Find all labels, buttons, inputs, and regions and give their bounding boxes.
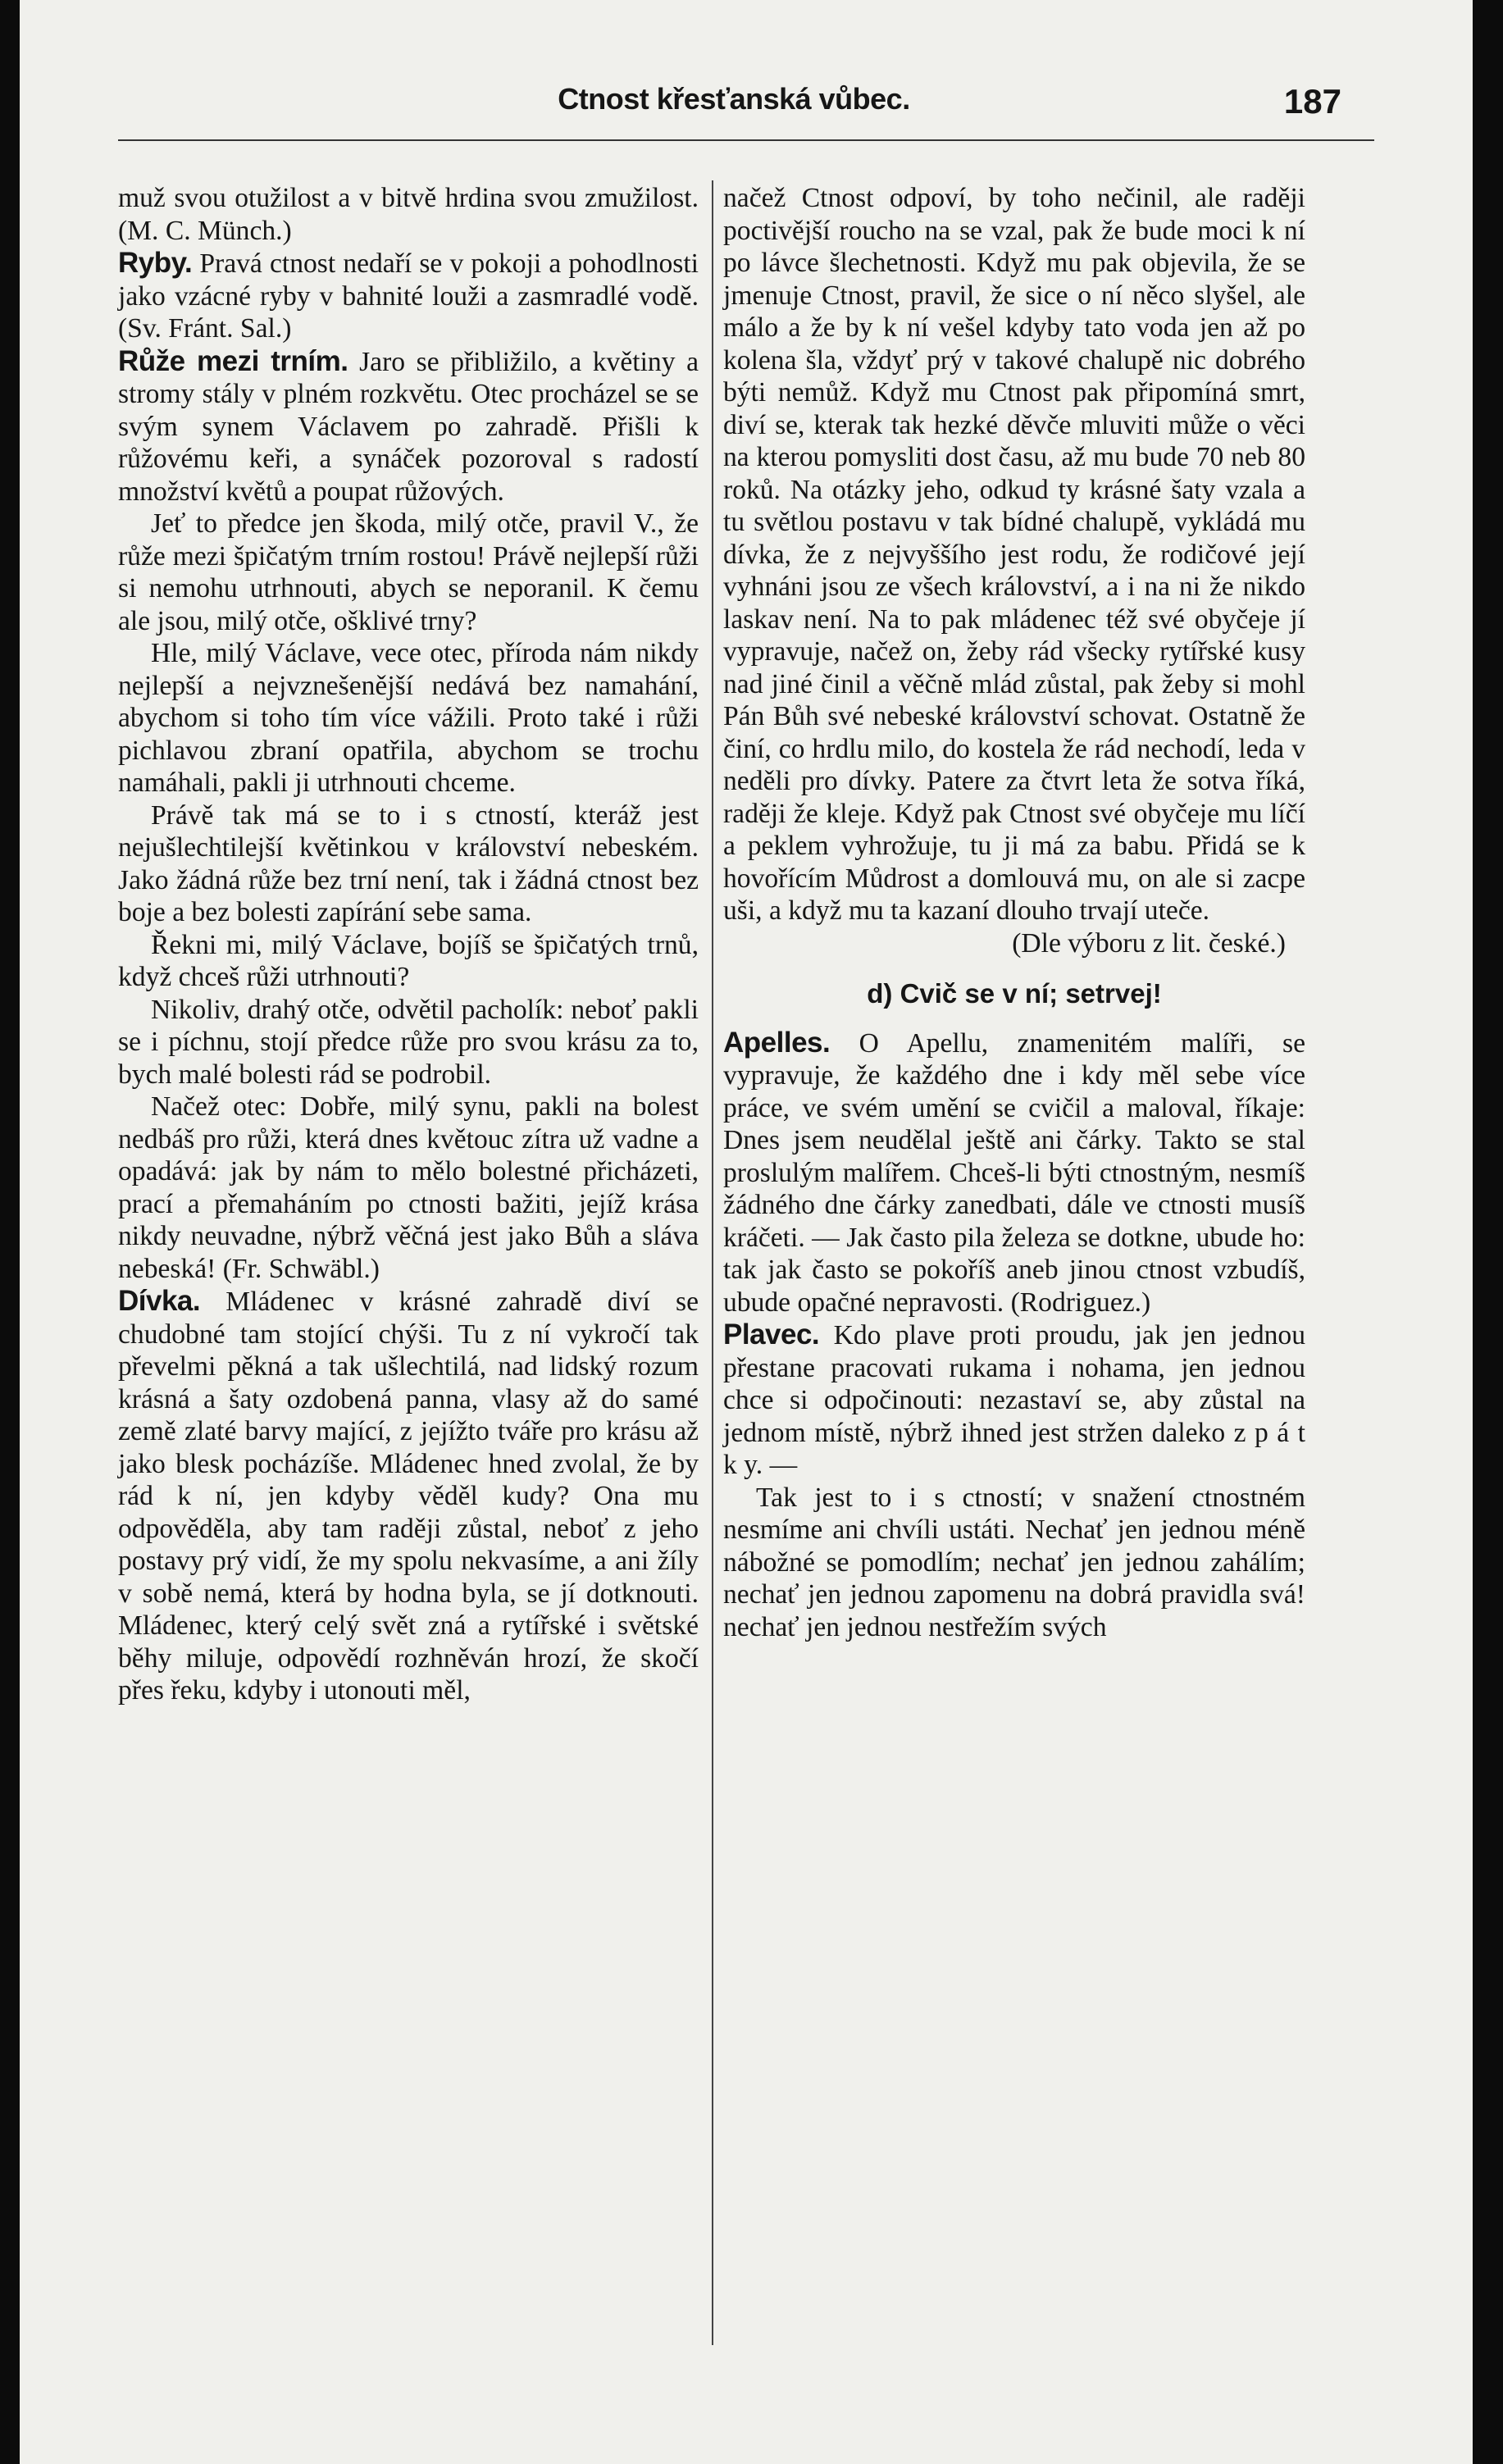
entry-ryby-text: Pravá ctnost nedaří se v pokoji a pohodlnosti jako vzácné ryby v bahnité louži a zasmradlé vodě. (Sv. Fránt. Sal.): [118, 248, 699, 344]
running-title: Ctnost křesťanská vůbec.: [558, 82, 910, 116]
headword-apelles: Apelles.: [723, 1026, 831, 1059]
paragraph-rekni: Řekni mi, milý Václave, bojíš se špičatých trnů, když chceš růži utrhnouti?: [118, 929, 699, 992]
paragraph-nikoliv: Nikoliv, drahý otče, odvětil pacholík: neboť pakli se i píchnu, stojí předce růže pro svou krásu za to, bych malé bolesti rád se podrobil.: [118, 994, 699, 1090]
paragraph-nacez-otec: Načež otec: Dobře, milý synu, pakli na bolest nedbáš pro růži, která dnes květouc zítra už vadne a opadává: jak by nám to mělo bolestné přicházeti, prací a přemaháním po ctnosti bažiti, jejíž krása nikdy neuvadne, nýbrž věčná jest jako Bůh a sláva nebeská! (Fr. Schwäbl.): [118, 1091, 699, 1284]
section-subheading: d) Cvič se v ní; setrvej!: [867, 978, 1162, 1009]
left-column: [118, 182, 699, 1707]
headword-divka: Dívka.: [118, 1285, 201, 1317]
paragraph-hle: Hle, milý Václave, vece otec, příroda nám nikdy nejlepší a nejvznešenější nedává bez namahání, abychom si toho tím více vážili. Proto také i růži pichlavou zbraní opatřila, abychom se trochu namáhali, pakli ji utrhnouti chceme.: [118, 638, 699, 798]
entry-ruze: [118, 345, 699, 508]
book-page: [20, 0, 1473, 2464]
header-rule: [118, 139, 1374, 141]
headword-plavec: Plavec.: [723, 1319, 820, 1350]
paragraph-tak-jest: Tak jest to i s ctností; v snažení ctnostném nesmíme ani chvíli ustáti. Nechať jen jednou méně nábožné se pomodlím; nechať jen jednou zahálím; nechať jen jednou zapomenu na dobrá pravidla svá! nechať jen jednou nestřežím svých: [723, 1482, 1305, 1642]
entry-ruze-text: Jaro se přibližilo, a květiny a stromy stály v plném rozkvětu. Otec procházel se se svým synem Václavem po zahradě. Přišli k růžovému keři, a synáček pozoroval s radostí množství květů a poupat růžových.: [118, 346, 699, 507]
running-header: [118, 82, 1350, 131]
right-column: [723, 182, 1305, 1643]
entry-apelles-text: O Apellu, znamenitém malíři, se vypravuje, že každého dne i kdy měl sebe více práce, ve svém umění se cvičil a maloval, říkaje: Dnes jsem neudělal ještě ani čárky. Takto se stal proslulým malířem. Chceš-li býti ctnostným, nesmíš žádného dne čárky zanedbati, dále ve ctnosti musíš kráčeti. — Jak často pila železa se dotkne, ubude ho: tak jak často se pokoříš aneb jinou ctnost vzbudíš, ubude opačné nepravosti. (Rodriguez.): [723, 1027, 1305, 1318]
headword-ruze: Růže mezi trním.: [118, 344, 348, 377]
entry-ryby: [118, 247, 699, 345]
headword-ryby: Ryby.: [118, 247, 193, 279]
paragraph-continuation: muž svou otužilost a v bitvě hrdina svou zmužilost. (M. C. Münch.): [118, 183, 699, 246]
page-number: 187: [1283, 82, 1341, 121]
entry-plavec-text: Kdo plave proti proudu, jak jen jednou přestane pracovati rukama i nohama, jen jednou chce si odpočinouti: nezastaví se, aby zůstal na jednom místě, nýbrž ihned jest stržen daleko z p á t k y. —: [723, 1320, 1305, 1480]
paragraph-nacez-ctnost: načež Ctnost odpoví, by toho nečinil, ale raději poctivější roucho na se vzal, pak že bude moci k ní po lávce šlechetnosti. Když mu pak objevila, že se jmenuje Ctnost, pravil, že sice o ní něco slyšel, ale málo a že by k ní vešel kdyby tato voda jen až po kolena šla, vždyť prý v takové chalupě nic dobrého býti nemůž. Když mu Ctnost pak připomíná smrt, diví se, kterak tak hezké děvče mluviti může o věci na kterou pomysliti dost času, až mu bude 70 neb 80 roků. Na otázky jeho, odkud ty krásné šaty vzala a tu světlou postavu v tak bídné chalupě, vykládá mu dívka, že z nejvyššího jest rodu, že rodičové její vyhnáni jsou ze všech království, a i na ni že nikdo laskav není. Na to pak mládenec též své obyčeje jí vypravuje, načež on, žeby rád všecky rytířské kusy nad jiné činil a věčně mlád zůstal, pak žeby si mohl Pán Bůh své nebeské království schovat. Ostatně že činí, co hrdlu milo, do kostela že rád nechodí, leda v neděli pro dívky. Patere za čtvrt leta že sotva říká, raději že kleje. Když pak Ctnost své obyčeje mu líčí a peklem vyhrožuje, tu ji má za babu. Přidá se k hovořícím Můdrost a domlouvá mu, on ale si zacpe uši, a když mu ta kazaní dlouho trvají uteče.: [723, 183, 1305, 926]
entry-divka-text: Mládenec v krásné zahradě diví se chudobné tam stojící chýši. Tu z ní vykročí tak převelmi pěkná a tak ušlechtilá, nad lidský rozum krásná a šaty ozdobená panna, vlasy až do samé země zlaté barvy mající, z jejížto tváře pro krásu až jako blesk pocházíše. Mládenec hned zvolal, že by rád k ní, jen kdyby věděl kudy? Ona mu odpověděla, aby tam raději zůstal, neboť z jeho postavy prý vidí, že my spolu nekvasíme, a ani žíly v sobě nemá, která by hodna byla, se jí dotknouti. Mládenec, který celý svět zná a rytířské i světské běhy miluje, odpovědí rozhněván hrozí, že skočí přes řeku, kdyby i utonouti měl,: [118, 1287, 699, 1706]
source-citation: (Dle výboru z lit. české.): [1012, 927, 1286, 959]
entry-divka: [118, 1285, 699, 1707]
entry-plavec: [723, 1319, 1305, 1482]
column-divider: [712, 180, 713, 2345]
paragraph-prave: Právě tak má se to i s ctností, kteráž jest nejušlechtilejší květinkou v království nebeském. Jako žádná růže bez trní není, tak i žádná ctnost bez boje a bez bolesti zapírání sebe sama.: [118, 799, 699, 927]
paragraph-jet: Jeť to předce jen škoda, milý otče, pravil V., že růže mezi špičatým trním rostou! Právě nejlepší růži si nemohu utrhnouti, abych se neporanil. K čemu ale jsou, milý otče, ošklivé trny?: [118, 508, 699, 636]
entry-apelles: [723, 1027, 1305, 1319]
